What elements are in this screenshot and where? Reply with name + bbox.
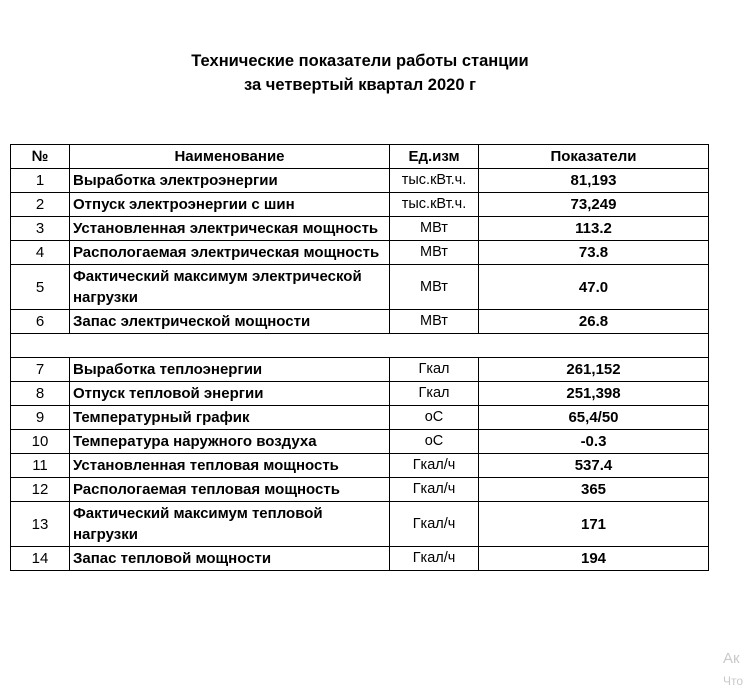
table-row xyxy=(11,217,709,241)
activation-watermark-line2: Что xyxy=(723,674,743,688)
row-unit: МВт xyxy=(390,217,479,241)
row-value: 26.8 xyxy=(479,310,709,334)
row-number: 1 xyxy=(11,169,70,193)
row-name: Установленная тепловая мощность xyxy=(70,454,390,478)
row-number: 14 xyxy=(11,547,70,571)
table-row xyxy=(11,358,709,382)
table-row xyxy=(11,265,709,310)
table-row xyxy=(11,169,709,193)
row-value: 65,4/50 xyxy=(479,406,709,430)
row-name: Температура наружного воздуха xyxy=(70,430,390,454)
document-title-line2: за четвертый квартал 2020 г xyxy=(244,76,476,94)
row-unit: Гкал xyxy=(390,358,479,382)
row-value: 171 xyxy=(479,502,709,547)
table-row xyxy=(11,478,709,502)
row-value: 113.2 xyxy=(479,217,709,241)
header-unit: Ед.изм xyxy=(390,145,479,169)
row-unit: МВт xyxy=(390,241,479,265)
row-number: 13 xyxy=(11,502,70,547)
row-value: 365 xyxy=(479,478,709,502)
row-name: Распологаемая тепловая мощность xyxy=(70,478,390,502)
row-value: 251,398 xyxy=(479,382,709,406)
row-unit: МВт xyxy=(390,310,479,334)
row-unit: Гкал/ч xyxy=(390,502,479,547)
row-number: 3 xyxy=(11,217,70,241)
table-row xyxy=(11,241,709,265)
table-row xyxy=(11,454,709,478)
row-number: 11 xyxy=(11,454,70,478)
header-name: Наименование xyxy=(70,145,390,169)
table-row xyxy=(11,430,709,454)
table-row xyxy=(11,310,709,334)
empty-divider-cell xyxy=(11,334,709,358)
row-unit: оС xyxy=(390,430,479,454)
row-unit: Гкал/ч xyxy=(390,454,479,478)
row-number: 7 xyxy=(11,358,70,382)
table-row xyxy=(11,382,709,406)
row-unit: тыс.кВт.ч. xyxy=(390,169,479,193)
row-number: 4 xyxy=(11,241,70,265)
header-number: № xyxy=(11,145,70,169)
header-value: Показатели xyxy=(479,145,709,169)
row-number: 9 xyxy=(11,406,70,430)
row-value: 194 xyxy=(479,547,709,571)
row-name: Фактический максимум электрической нагрузки xyxy=(70,265,390,310)
row-number: 12 xyxy=(11,478,70,502)
row-number: 6 xyxy=(11,310,70,334)
row-name: Фактический максимум тепловой нагрузки xyxy=(70,502,390,547)
row-unit: Гкал/ч xyxy=(390,478,479,502)
table-row xyxy=(11,547,709,571)
row-value: 47.0 xyxy=(479,265,709,310)
row-unit: Гкал xyxy=(390,382,479,406)
indicators-table xyxy=(10,144,709,571)
row-unit: тыс.кВт.ч. xyxy=(390,193,479,217)
row-name: Запас электрической мощности xyxy=(70,310,390,334)
table-row xyxy=(11,502,709,547)
row-name: Отпуск электроэнергии с шин xyxy=(70,193,390,217)
row-value: 261,152 xyxy=(479,358,709,382)
row-value: 73,249 xyxy=(479,193,709,217)
table-row xyxy=(11,406,709,430)
row-name: Отпуск тепловой энергии xyxy=(70,382,390,406)
row-name: Распологаемая электрическая мощность xyxy=(70,241,390,265)
row-name: Выработка теплоэнергии xyxy=(70,358,390,382)
activation-watermark-line1: Ак xyxy=(723,650,740,667)
row-name: Температурный график xyxy=(70,406,390,430)
table-header-row xyxy=(11,145,709,169)
row-value: -0.3 xyxy=(479,430,709,454)
row-number: 10 xyxy=(11,430,70,454)
document-title-line1: Технические показатели работы станции xyxy=(191,52,529,70)
row-value: 537.4 xyxy=(479,454,709,478)
row-number: 5 xyxy=(11,265,70,310)
table-row xyxy=(11,193,709,217)
row-number: 8 xyxy=(11,382,70,406)
row-unit: Гкал/ч xyxy=(390,547,479,571)
row-unit: оС xyxy=(390,406,479,430)
row-name: Установленная электрическая мощность xyxy=(70,217,390,241)
section-divider-row xyxy=(11,334,709,358)
row-name: Запас тепловой мощности xyxy=(70,547,390,571)
row-number: 2 xyxy=(11,193,70,217)
row-value: 73.8 xyxy=(479,241,709,265)
row-name: Выработка электроэнергии xyxy=(70,169,390,193)
row-unit: МВт xyxy=(390,265,479,310)
row-value: 81,193 xyxy=(479,169,709,193)
